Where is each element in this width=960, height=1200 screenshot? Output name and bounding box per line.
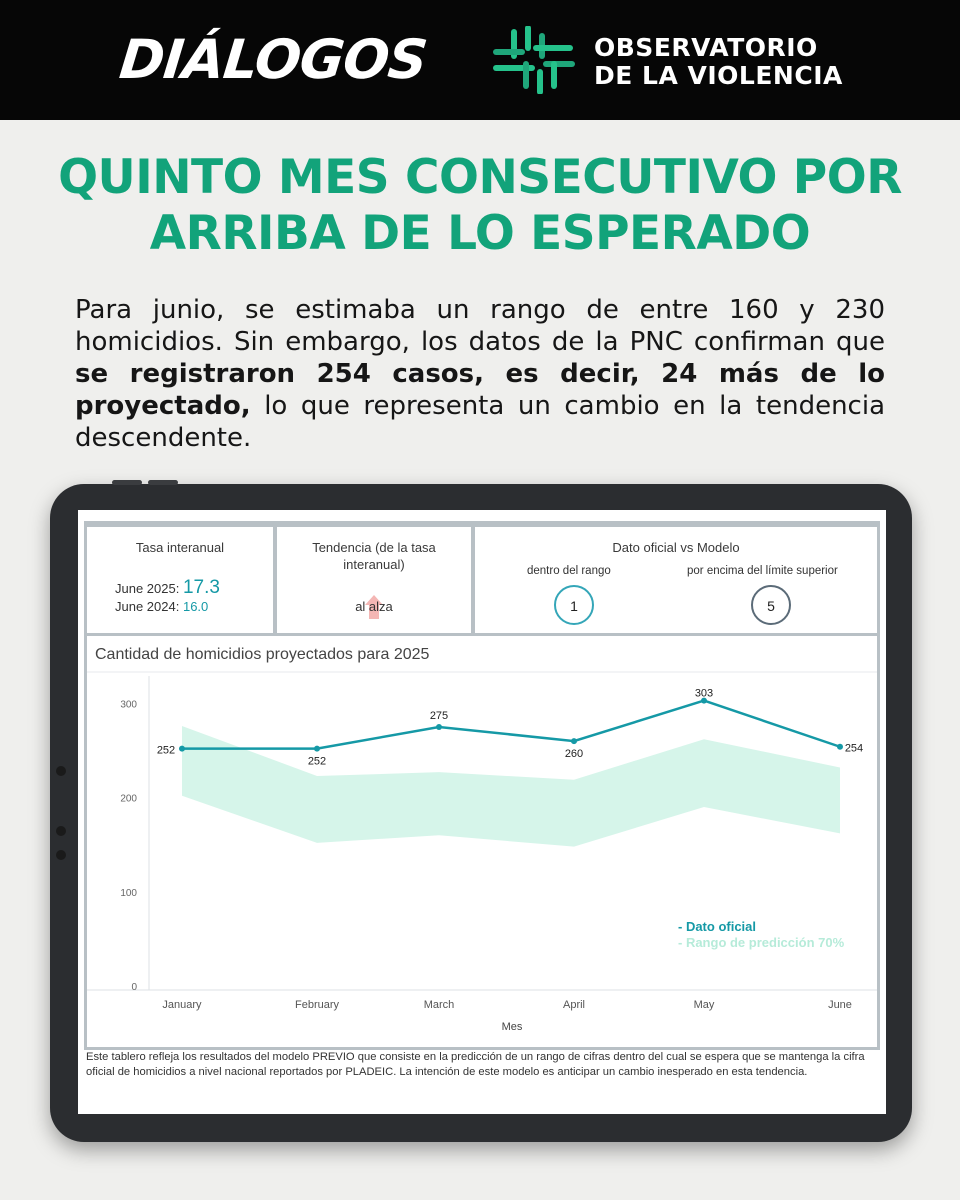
rate-2024-label: June 2024: (115, 599, 180, 614)
tablet-device (50, 484, 912, 1142)
rate-2024-value: 16.0 (182, 599, 209, 614)
brand-observatorio-name (594, 34, 843, 90)
line-chart (87, 636, 877, 1050)
brand-name-line1: OBSERVATORIO (594, 33, 818, 62)
kpi-model-title: Dato oficial vs Modelo (612, 540, 740, 555)
rate-2025-label: June 2025: (115, 581, 180, 596)
x-tick-label: February (294, 999, 340, 1011)
data-label: 252 (156, 744, 176, 757)
kpi-trend-value: al alza (355, 599, 393, 614)
data-point (179, 746, 185, 752)
brand-name-line2: DE LA VIOLENCIA (594, 61, 843, 90)
camera-dot (56, 766, 66, 776)
data-label: 252 (307, 755, 327, 768)
above-limit-count-badge: 5 (751, 585, 791, 625)
y-tick-label: 200 (120, 793, 137, 805)
kpi-annual-rate-title: Tasa interanual (135, 540, 225, 555)
intro-text-2: lo que representa un cambio en la tendencia descendente. (75, 391, 885, 453)
intro-text-bold: se registraron 254 casos, es decir, 24 más de lo proyectado, (75, 359, 885, 421)
dashboard-footnote: Este tablero refleja los resultados del modelo PREVIO que consiste en la predicción de un rango de cifras dentro del cual se espera que se mantenga la cifra oficial de homicidios a nivel nacional reportados por PLADEIC. La intención de este modelo es anticipar un cambio inesperado en esta tendencia. (86, 1051, 865, 1078)
kpi-annual-rate (84, 524, 276, 636)
y-tick-label: 0 (131, 982, 137, 993)
x-tick-label: May (693, 999, 715, 1011)
chart-title: Cantidad de homicidios proyectados para 2025 (95, 646, 430, 663)
data-point (436, 724, 442, 730)
data-point (571, 738, 577, 744)
y-tick-label: 100 (120, 887, 137, 899)
headline-line1: QUINTO MES CONSECUTIVO POR (58, 150, 902, 205)
dashboard-top-strip (84, 510, 880, 524)
prediction-range-band (182, 726, 840, 847)
kpi-trend (274, 524, 474, 636)
kpi-model-comparison (472, 524, 880, 636)
data-label: 275 (429, 709, 449, 722)
intro-text-1: Para junio, se estimaba un rango de entre 160 y 230 homicidios. Sin embargo, los datos de la PNC confirman que (75, 295, 885, 357)
x-tick-label: April (562, 999, 586, 1011)
x-tick-label: March (423, 999, 455, 1011)
sensor-dot-2 (56, 850, 66, 860)
above-limit-label: por encima del límite superior (687, 565, 838, 577)
rate-2025-value: 17.3 (182, 577, 220, 598)
data-label: 254 (844, 742, 864, 755)
x-tick-label: January (162, 999, 202, 1011)
legend-official: - Dato oficial (678, 919, 757, 934)
tablet-top-button (112, 480, 142, 485)
in-range-count-badge: 1 (554, 585, 594, 625)
intro-paragraph (75, 294, 885, 454)
kpi-row (84, 524, 880, 636)
data-label: 303 (694, 687, 714, 700)
tablet-top-button-2 (148, 480, 178, 485)
chart-panel (84, 636, 880, 1050)
header-bar (0, 0, 960, 120)
legend-prediction-range: - Rango de predicción 70% (678, 935, 845, 950)
sensor-dot (56, 826, 66, 836)
data-point (837, 744, 843, 750)
x-tick-label: June (828, 999, 852, 1011)
x-axis-title: Mes (501, 1021, 523, 1033)
brand-dialogos-logo: DIÁLOGOS (116, 28, 430, 91)
headline (0, 150, 960, 262)
kpi-trend-title: Tendencia (de la tasa interanual) (312, 540, 436, 572)
headline-line2: ARRIBA DE LO ESPERADO (149, 206, 811, 261)
official-data-line (182, 701, 840, 749)
tablet-screen (78, 510, 886, 1114)
in-range-label: dentro del rango (527, 565, 611, 577)
data-point (314, 746, 320, 752)
observatorio-logo-icon (492, 26, 576, 94)
data-label: 260 (564, 748, 584, 761)
y-tick-label: 300 (120, 699, 137, 711)
kpi-annual-rate-values (115, 579, 220, 616)
